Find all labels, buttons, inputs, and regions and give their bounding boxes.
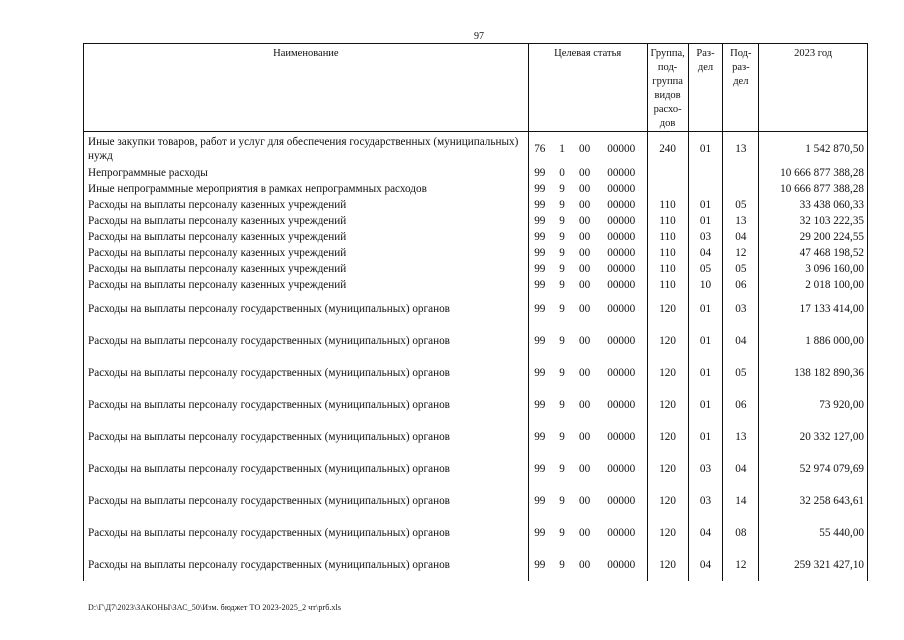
- target-code-part1-cell: 99: [528, 245, 551, 261]
- subsection-cell: 05: [723, 261, 759, 277]
- table-row: [84, 181, 868, 197]
- target-code-part1-cell: 99: [528, 181, 551, 197]
- expense-group-cell: 240: [647, 132, 688, 166]
- target-code-part4-cell: 00000: [596, 549, 647, 581]
- target-code-part1-cell: 99: [528, 357, 551, 389]
- target-code-part2-cell: 9: [559, 559, 565, 571]
- target-code-part1-cell: 99: [528, 165, 551, 181]
- table-row: [84, 357, 868, 389]
- target-code-part3-cell: 00: [579, 303, 591, 315]
- target-code-part3-cell: 00: [579, 399, 591, 411]
- target-code-part1-cell: 99: [528, 197, 551, 213]
- section-cell: 05: [688, 261, 723, 277]
- target-code-part1-cell: 99: [528, 389, 551, 421]
- target-code-part4-cell: 00000: [596, 197, 647, 213]
- header-year: 2023 год: [759, 44, 868, 132]
- target-code-part2-cell: 9: [559, 463, 565, 475]
- amount-cell: 10 666 877 388,28: [759, 181, 868, 197]
- expense-group-cell: 110: [647, 213, 688, 229]
- table-row: [84, 421, 868, 453]
- target-code-part2-cell: 9: [559, 247, 565, 259]
- target-code-part3-cell: 00: [579, 263, 591, 275]
- section-cell: 01: [688, 197, 723, 213]
- target-code-part2-cell: 9: [559, 495, 565, 507]
- expense-group-cell: 120: [647, 453, 688, 485]
- target-code-part1-cell: 99: [528, 229, 551, 245]
- target-code-part4-cell: 00000: [596, 293, 647, 325]
- target-code-part2-cell: 9: [559, 303, 565, 315]
- table-row: [84, 485, 868, 517]
- table-row: [84, 229, 868, 245]
- target-code-part4-cell: 00000: [596, 181, 647, 197]
- row-name-cell: Расходы на выплаты персоналу казенных учреждений: [84, 229, 529, 245]
- target-code-part4-cell: 00000: [596, 517, 647, 549]
- row-name-cell: Расходы на выплаты персоналу государственных (муниципальных) органов: [84, 357, 529, 389]
- file-path: D:\Г\Д7\2023\ЗАКОНЫ\ЗАС_50\Изм. бюджет ТО 2023-2025_2 чт\рrб.xls: [88, 603, 342, 612]
- row-name-cell: Расходы на выплаты персоналу казенных учреждений: [84, 197, 529, 213]
- section-cell: [688, 165, 723, 181]
- target-code-part1-cell: 99: [528, 213, 551, 229]
- subsection-cell: 08: [723, 517, 759, 549]
- amount-cell: 73 920,00: [759, 389, 868, 421]
- row-name-cell: Расходы на выплаты персоналу государственных (муниципальных) органов: [84, 421, 529, 453]
- expense-group-cell: 120: [647, 389, 688, 421]
- subsection-cell: 14: [723, 485, 759, 517]
- row-name-cell: Расходы на выплаты персоналу государственных (муниципальных) органов: [84, 453, 529, 485]
- target-code-part2-cell: 9: [559, 527, 565, 539]
- subsection-cell: 13: [723, 213, 759, 229]
- subsection-cell: 04: [723, 325, 759, 357]
- subsection-cell: 04: [723, 229, 759, 245]
- amount-cell: 17 133 414,00: [759, 293, 868, 325]
- row-name-cell: Расходы на выплаты персоналу государственных (муниципальных) органов: [84, 389, 529, 421]
- table-row: [84, 197, 868, 213]
- amount-cell: 33 438 060,33: [759, 197, 868, 213]
- expense-group-cell: 110: [647, 261, 688, 277]
- section-cell: 04: [688, 245, 723, 261]
- row-name-cell: Расходы на выплаты персоналу казенных учреждений: [84, 213, 529, 229]
- table-row: [84, 325, 868, 357]
- target-code-part4-cell: 00000: [596, 229, 647, 245]
- header-subsection: Под-раз-дел: [723, 44, 759, 132]
- target-code-part3-cell: 00: [579, 367, 591, 379]
- amount-cell: 32 258 643,61: [759, 485, 868, 517]
- row-name-cell: Расходы на выплаты персоналу государственных (муниципальных) органов: [84, 293, 529, 325]
- target-code-part2-cell: 9: [559, 215, 565, 227]
- table-row: [84, 517, 868, 549]
- row-name-cell: Расходы на выплаты персоналу государственных (муниципальных) органов: [84, 549, 529, 581]
- expense-group-cell: 120: [647, 549, 688, 581]
- expense-group-cell: 120: [647, 421, 688, 453]
- target-code-part3-cell: 00: [579, 431, 591, 443]
- target-code-part3-cell: 00: [579, 183, 591, 195]
- subsection-cell: 05: [723, 357, 759, 389]
- row-name-cell: Расходы на выплаты персоналу государственных (муниципальных) органов: [84, 485, 529, 517]
- subsection-cell: [723, 165, 759, 181]
- section-cell: 03: [688, 229, 723, 245]
- target-code-part1-cell: 99: [528, 261, 551, 277]
- table-row: [84, 213, 868, 229]
- row-name-cell: Расходы на выплаты персоналу казенных учреждений: [84, 261, 529, 277]
- target-code-part4-cell: 00000: [596, 325, 647, 357]
- section-cell: 01: [688, 421, 723, 453]
- target-code-part4-cell: 00000: [596, 421, 647, 453]
- target-code-part4-cell: 00000: [596, 165, 647, 181]
- expense-group-cell: 120: [647, 517, 688, 549]
- section-cell: [688, 181, 723, 197]
- subsection-cell: 05: [723, 197, 759, 213]
- amount-cell: 1 886 000,00: [759, 325, 868, 357]
- expense-group-cell: 120: [647, 485, 688, 517]
- target-code-part2-cell: 1: [559, 142, 565, 155]
- target-code-part1-cell: 99: [528, 485, 551, 517]
- table-row: [84, 261, 868, 277]
- expense-group-cell: 120: [647, 293, 688, 325]
- row-name-cell: Непрограммные расходы: [84, 165, 529, 181]
- section-cell: 03: [688, 453, 723, 485]
- amount-cell: 29 200 224,55: [759, 229, 868, 245]
- amount-cell: 10 666 877 388,28: [759, 165, 868, 181]
- target-code-part2-cell: 9: [559, 199, 565, 211]
- section-cell: 01: [688, 357, 723, 389]
- header-expense-group: Группа, под-группа видов расхо-дов: [647, 44, 688, 132]
- header-name: Наименование: [84, 44, 529, 132]
- target-code-part4-cell: 00000: [596, 453, 647, 485]
- row-name-cell: Расходы на выплаты персоналу казенных учреждений: [84, 245, 529, 261]
- section-cell: 01: [688, 325, 723, 357]
- table-row: [84, 549, 868, 581]
- target-code-part2-cell: 9: [559, 367, 565, 379]
- target-code-part2-cell: 0: [559, 167, 565, 179]
- header-section: Раз-дел: [688, 44, 723, 132]
- expense-group-cell: 120: [647, 357, 688, 389]
- subsection-cell: 03: [723, 293, 759, 325]
- target-code-part3-cell: 00: [579, 142, 591, 155]
- expense-group-cell: 110: [647, 197, 688, 213]
- amount-cell: 3 096 160,00: [759, 261, 868, 277]
- target-code-part1-cell: 99: [528, 421, 551, 453]
- target-code-part3-cell: 00: [579, 463, 591, 475]
- amount-cell: 20 332 127,00: [759, 421, 868, 453]
- target-code-part1-cell: 99: [528, 549, 551, 581]
- table-row: [84, 293, 868, 325]
- subsection-cell: 13: [723, 132, 759, 166]
- target-code-part4-cell: 00000: [596, 389, 647, 421]
- row-name-cell: Расходы на выплаты персоналу казенных учреждений: [84, 277, 529, 293]
- table-row: [84, 245, 868, 261]
- section-cell: 01: [688, 213, 723, 229]
- subsection-cell: 04: [723, 453, 759, 485]
- row-name-cell: Расходы на выплаты персоналу государственных (муниципальных) органов: [84, 325, 529, 357]
- page-number: 97: [474, 31, 484, 42]
- target-code-part1-cell: 99: [528, 293, 551, 325]
- amount-cell: 47 468 198,52: [759, 245, 868, 261]
- amount-cell: 32 103 222,35: [759, 213, 868, 229]
- row-name-cell: Иные закупки товаров, работ и услуг для обеспечения государственных (муниципальных) нужд: [84, 132, 529, 166]
- target-code-part2-cell: 9: [559, 263, 565, 275]
- section-cell: 01: [688, 389, 723, 421]
- table-row: [84, 132, 868, 166]
- subsection-cell: 12: [723, 549, 759, 581]
- expense-group-cell: 110: [647, 277, 688, 293]
- subsection-cell: 06: [723, 389, 759, 421]
- target-code-part1-cell: 76: [528, 132, 551, 166]
- subsection-cell: 06: [723, 277, 759, 293]
- table-row: [84, 277, 868, 293]
- target-code-part4-cell: 00000: [596, 132, 647, 166]
- target-code-part4-cell: 00000: [596, 261, 647, 277]
- section-cell: 10: [688, 277, 723, 293]
- section-cell: 01: [688, 293, 723, 325]
- table-body: [84, 132, 868, 582]
- subsection-cell: 13: [723, 421, 759, 453]
- budget-table: [83, 43, 868, 581]
- target-code-part3-cell: 00: [579, 199, 591, 211]
- expense-group-cell: 120: [647, 325, 688, 357]
- target-code-part3-cell: 00: [579, 231, 591, 243]
- target-code-part3-cell: 00: [579, 527, 591, 539]
- target-code-part3-cell: 00: [579, 335, 591, 347]
- amount-cell: 138 182 890,36: [759, 357, 868, 389]
- row-name-cell: Расходы на выплаты персоналу государственных (муниципальных) органов: [84, 517, 529, 549]
- target-code-part1-cell: 99: [528, 277, 551, 293]
- target-code-part2-cell: 9: [559, 231, 565, 243]
- target-code-part2-cell: 9: [559, 183, 565, 195]
- target-code-part3-cell: 00: [579, 167, 591, 179]
- amount-cell: 259 321 427,10: [759, 549, 868, 581]
- expense-group-cell: 110: [647, 245, 688, 261]
- table-row: [84, 389, 868, 421]
- target-code-part3-cell: 00: [579, 559, 591, 571]
- section-cell: 01: [688, 132, 723, 166]
- amount-cell: 2 018 100,00: [759, 277, 868, 293]
- target-code-part3-cell: 00: [579, 495, 591, 507]
- header-target-article: Целевая статья: [528, 44, 647, 132]
- subsection-cell: [723, 181, 759, 197]
- expense-group-cell: [647, 181, 688, 197]
- expense-group-cell: 110: [647, 229, 688, 245]
- table-row: [84, 165, 868, 181]
- section-cell: 04: [688, 517, 723, 549]
- target-code-part2-cell: 9: [559, 335, 565, 347]
- target-code-part2-cell: 9: [559, 431, 565, 443]
- header-row: [84, 44, 868, 132]
- target-code-part4-cell: 00000: [596, 485, 647, 517]
- section-cell: 04: [688, 549, 723, 581]
- target-code-part4-cell: 00000: [596, 357, 647, 389]
- target-code-part1-cell: 99: [528, 325, 551, 357]
- target-code-part3-cell: 00: [579, 247, 591, 259]
- table-row: [84, 453, 868, 485]
- target-code-part1-cell: 99: [528, 453, 551, 485]
- target-code-part4-cell: 00000: [596, 277, 647, 293]
- target-code-part4-cell: 00000: [596, 213, 647, 229]
- target-code-part2-cell: 9: [559, 399, 565, 411]
- target-code-part4-cell: 00000: [596, 245, 647, 261]
- expense-group-cell: [647, 165, 688, 181]
- subsection-cell: 12: [723, 245, 759, 261]
- target-code-part3-cell: 00: [579, 279, 591, 291]
- target-code-part2-cell: 9: [559, 279, 565, 291]
- row-name-cell: Иные непрограммные мероприятия в рамках непрограммных расходов: [84, 181, 529, 197]
- amount-cell: 55 440,00: [759, 517, 868, 549]
- target-code-part3-cell: 00: [579, 215, 591, 227]
- section-cell: 03: [688, 485, 723, 517]
- amount-cell: 52 974 079,69: [759, 453, 868, 485]
- amount-cell: 1 542 870,50: [759, 132, 868, 166]
- target-code-part1-cell: 99: [528, 517, 551, 549]
